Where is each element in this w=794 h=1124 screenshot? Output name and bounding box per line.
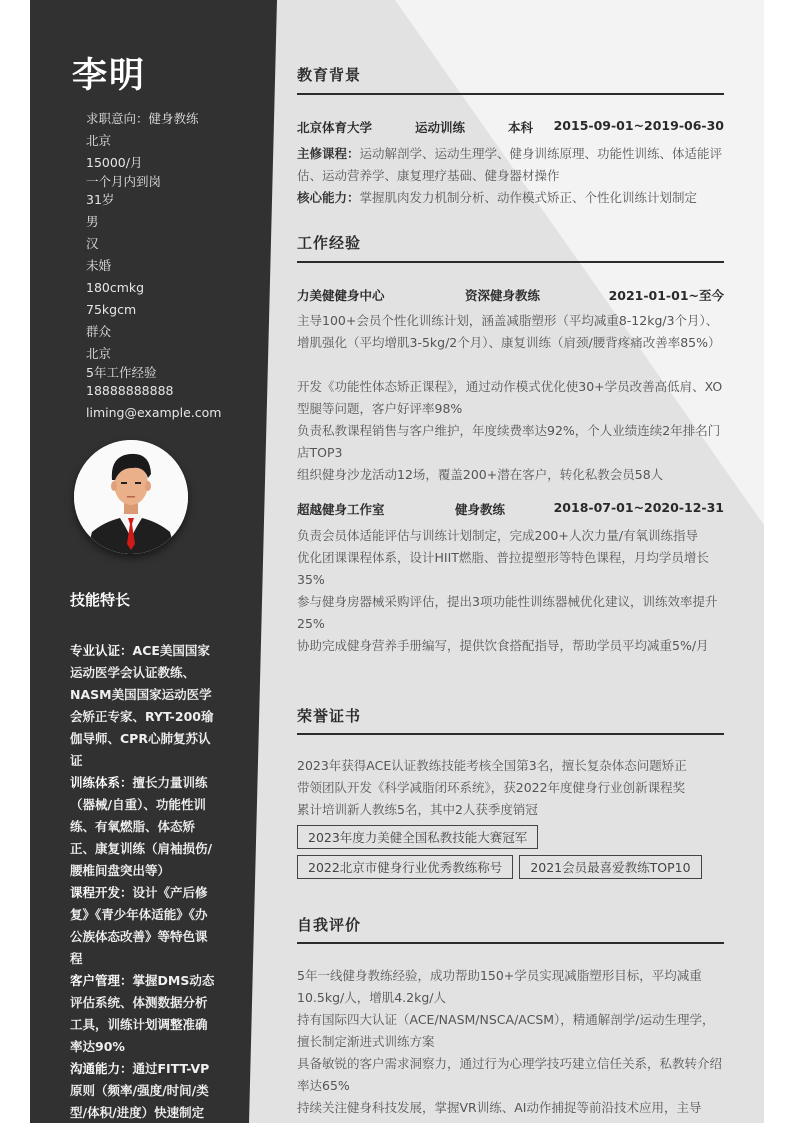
- skills-section-title: 技能特长: [70, 591, 131, 609]
- honor-tag: 2023年度力美健全国私教技能大赛冠军: [297, 825, 538, 849]
- skill-text: 擅长力量训练（器械/自重）、功能性训练、有氧燃脂、体态矫正、康复训练（肩袖损伤/腰椎间盘突出等）: [70, 775, 213, 878]
- honor-tag: 2022北京市健身行业优秀教练称号: [297, 855, 513, 879]
- honor-line: 2023年获得ACE认证教练技能考核全国第3名，擅长复杂体态问题矫正: [297, 758, 687, 773]
- skill-text: 通过FITT-VP原则（频率/强度/时间/类型/体积/进度）快速制定: [70, 1061, 210, 1120]
- job-line: 开发《功能性体态矫正课程》，通过动作模式优化使30+学员改善高低肩、XO型腿等问题，客户好评率98%: [297, 379, 723, 416]
- info-email: liming@example.com: [86, 405, 222, 420]
- work-section-title: 工作经验: [297, 234, 362, 252]
- section-divider: [297, 93, 724, 95]
- skill-text: 掌握DMS动态评估系统、体测数据分析工具，训练计划调整准确率达90%: [70, 973, 215, 1054]
- info-age: 31岁: [86, 192, 115, 207]
- self-eval-line: 持续关注健身科技发展，掌握VR训练、AI动作捕捉等前沿技术应用，主导: [297, 1100, 702, 1115]
- self-eval-line: 具备敏锐的客户需求洞察力，通过行为心理学技巧建立信任关系，私教转介绍率达65%: [297, 1056, 723, 1093]
- job-company: 力美健健身中心: [297, 288, 385, 303]
- skill-label: 客户管理：: [70, 973, 133, 988]
- job-position: 健身教练: [455, 502, 506, 517]
- info-hometown: 北京: [86, 346, 112, 361]
- avatar-portrait-icon: [74, 440, 188, 554]
- skill-label: 沟通能力：: [70, 1061, 133, 1076]
- courses-label: 主修课程：: [297, 146, 360, 161]
- info-city: 北京: [86, 133, 112, 148]
- self-eval-line: 5年一线健身教练经验，成功帮助150+学员实现减脂塑形目标，平均减重10.5kg/人，增肌4.2kg/人: [297, 968, 702, 1005]
- info-phone: 18888888888: [86, 383, 174, 398]
- info-availability: 一个月内到岗: [86, 174, 162, 189]
- honor-tags: [297, 825, 724, 885]
- self-eval-list: [297, 965, 724, 1119]
- skill-item: [70, 882, 218, 970]
- info-weight: 75kgcm: [86, 302, 137, 317]
- info-political: 群众: [86, 324, 112, 339]
- sidebar: [30, 0, 260, 1123]
- education-school: 北京体育大学: [297, 120, 373, 135]
- skill-label: 专业认证：: [70, 643, 133, 658]
- job-position: 资深健身教练: [465, 288, 541, 303]
- skill-item: [70, 1058, 218, 1124]
- skill-text: ACE美国国家运动医学会认证教练、NASM美国国家运动医学会矫正专家、RYT-200瑜伽导师、CPR心肺复苏认证: [70, 643, 214, 768]
- self-eval-line: 持有国际四大认证（ACE/NASM/NSCA/ACSM），精通解剖学/运动生理学，擅长制定渐进式训练方案: [297, 1012, 715, 1049]
- education-section-title: 教育背景: [297, 66, 362, 84]
- education-major: 运动训练: [415, 120, 466, 135]
- avatar: [74, 440, 188, 554]
- skill-text: 设计《产后修复》《青少年体适能》《办公族体态改善》等特色课程: [70, 885, 208, 966]
- info-experience: 5年工作经验: [86, 365, 157, 380]
- honor-line: 累计培训新人教练5名，其中2人获季度销冠: [297, 802, 538, 817]
- job-line: 负责会员体适能评估与训练计划制定，完成200+人次力量/有氧训练指导: [297, 528, 699, 543]
- education-period: 2015-09-01~2019-06-30: [553, 118, 724, 133]
- job-description: [297, 525, 724, 657]
- personal-info: [86, 108, 221, 424]
- skill-label: 课程开发：: [70, 885, 133, 900]
- section-divider: [297, 942, 724, 944]
- job-description: [297, 310, 724, 486]
- honor-line: 带领团队开发《科学减脂闭环系统》，获2022年度健身行业创新课程奖: [297, 780, 686, 795]
- info-ethnicity: 汉: [86, 236, 99, 251]
- candidate-name: 李明: [72, 56, 147, 96]
- education-details: [297, 143, 724, 209]
- info-height: 180cmkg: [86, 280, 145, 295]
- self-eval-section-title: 自我评价: [297, 916, 362, 934]
- info-job-intention: 求职意向：健身教练: [86, 111, 199, 126]
- skill-label: 训练体系：: [70, 775, 133, 790]
- job-line: 协助完成健身营养手册编写，提供饮食搭配指导，帮助学员平均减重5%/月: [297, 638, 709, 653]
- section-divider: [297, 733, 724, 735]
- education-degree: 本科: [508, 120, 534, 135]
- info-gender: 男: [86, 214, 99, 229]
- job-line: 优化团课课程体系，设计HIIT燃脂、普拉提塑形等特色课程，月均学员增长35%: [297, 550, 709, 587]
- info-salary: 15000/月: [86, 155, 143, 170]
- job-period: 2018-07-01~2020-12-31: [553, 500, 724, 515]
- section-divider: [297, 261, 724, 263]
- job-line: 组织健身沙龙活动12场，覆盖200+潜在客户，转化私教会员58人: [297, 467, 664, 482]
- skill-item: [70, 772, 218, 882]
- job-line: 负责私教课程销售与客户维护，年度续费率达92%，个人业绩连续2年排名门店TOP3: [297, 423, 721, 460]
- skill-item: [70, 640, 218, 772]
- job-line: 参与健身房器械采购评估，提出3项功能性训练器械优化建议，训练效率提升25%: [297, 594, 718, 631]
- job-company: 超越健身工作室: [297, 502, 385, 517]
- job-line-blank: [297, 354, 724, 376]
- info-marital: 未婚: [86, 258, 112, 273]
- honor-tag: 2021会员最喜爱教练TOP10: [519, 855, 701, 879]
- honors-list: [297, 755, 724, 821]
- job-line: 主导100+会员个性化训练计划，涵盖减脂塑形（平均减重8-12kg/3个月）、增肌强化（平均增肌3-5kg/2个月）、康复训练（肩颈/腰背疼痛改善率85%）: [297, 313, 721, 350]
- honors-section-title: 荣誉证书: [297, 707, 362, 725]
- courses-text: 运动解剖学、运动生理学、健身训练原理、功能性训练、体适能评估、运动营养学、康复理疗基础、健身器材操作: [297, 146, 723, 183]
- job-period: 2021-01-01~至今: [608, 288, 724, 303]
- core-text: 掌握肌肉发力机制分析、动作模式矫正、个性化训练计划制定: [359, 190, 698, 205]
- skills-list: [70, 640, 218, 1124]
- core-label: 核心能力：: [297, 190, 360, 205]
- skill-item: [70, 970, 218, 1058]
